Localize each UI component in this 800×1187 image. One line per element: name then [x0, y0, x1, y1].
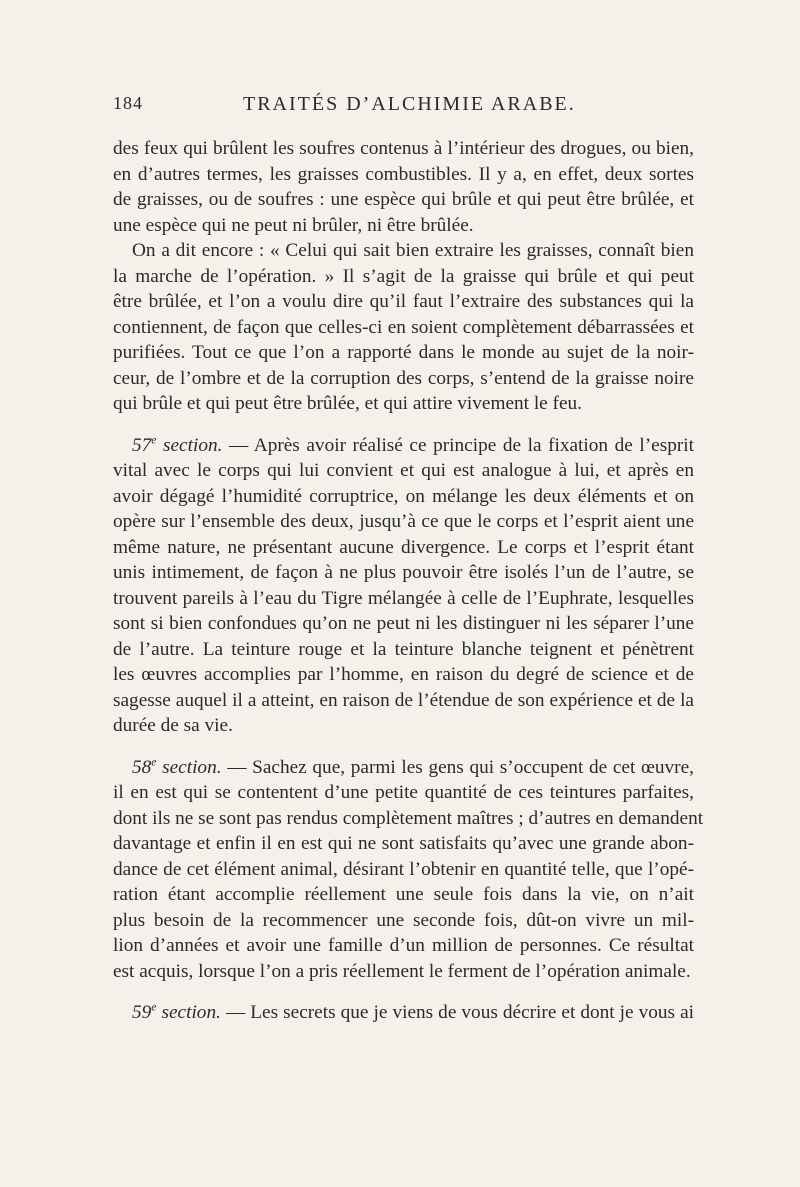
text-line: la marche de l’opération. » Il s’agit de la graisse qui brûle et qui peut [113, 265, 694, 287]
text-line: purifiées. Tout ce que l’on a rapporté dans le monde au sujet de la noir- [113, 342, 694, 363]
text-line: est acquis, lorsque l’on a pris réellement le ferment de l’opération animale. [113, 960, 691, 982]
text-line: davantage et enfin il en est qui ne sont satisfaits qu’avec une grande abon- [113, 833, 694, 854]
body-text [113, 136, 704, 1026]
text-line: avoir dégagé l’humidité corruptrice, on mélange les deux éléments et on [113, 485, 694, 507]
text-line: opère sur l’ensemble des deux, jusqu’à ce que le corps et l’esprit aient une [113, 511, 694, 532]
text-line: dont ils ne se sont pas rendus complètement maîtres ; d’autres en demandent [113, 807, 704, 829]
text-line: en d’autres termes, les graisses combustibles. Il y a, en effet, deux sortes [113, 163, 694, 185]
text-line: unis intimement, de façon à ne plus pouvoir être isolés l’un de l’autre, se [113, 562, 694, 583]
text-line: même nature, ne présentant aucune divergence. Le corps et l’esprit étant [113, 536, 694, 558]
text-line: de graisses, ou de soufres : une espèce qui brûle et qui peut être brûlée, et [113, 189, 694, 210]
text-line: dance de cet élément animal, désirant l’obtenir en quantité telle, que l’opé- [113, 858, 694, 880]
section-label: 59e section. [132, 1000, 221, 1023]
text-line: être brûlée, et l’on a voulu dire qu’il faut l’extraire des substances qui la [113, 291, 694, 312]
section-heading-line [113, 1000, 694, 1026]
text-line: ceur, de l’ombre et de la corruption des corps, s’entend de la graisse noire [113, 367, 694, 389]
page-number: 184 [113, 93, 143, 113]
text-line: de l’autre. La teinture rouge et la teinture blanche teignent et pénètrent [113, 638, 694, 660]
text-line: des feux qui brûlent les soufres contenus à l’intérieur des drogues, ou bien, [113, 138, 694, 159]
section-text: — Les secrets que je viens de vous décrire et dont je vous ai [220, 1002, 694, 1023]
section-heading-line [113, 433, 694, 459]
text-line: il en est qui se contentent d’une petite quantité de ces teintures parfaites, [113, 782, 694, 803]
section-heading-line [113, 755, 694, 781]
text-line: lion d’années et avoir une famille d’un million de personnes. Ce résultat [113, 935, 694, 956]
book-title: TRAITÉS D’ALCHIMIE ARABE. [243, 93, 576, 115]
text-line: les œuvres accomplies par l’homme, en raison du degré de science et de [113, 664, 694, 685]
text-line: plus besoin de la recommencer une seconde fois, dût-on vivre un mil- [113, 909, 694, 931]
text-line: durée de sa vie. [113, 715, 233, 736]
section-label: 57e section. [132, 433, 223, 456]
section-label: 58e section. [132, 755, 222, 778]
text-line: sont si bien confondues qu’on ne peut ni les distinguer ni les séparer l’une [113, 613, 694, 634]
text-line: contiennent, de façon que celles-ci en soient complètement débarrassées et [113, 316, 694, 338]
text-line: ration étant accomplie réellement une seule fois dans la vie, on n’ait [113, 884, 694, 905]
text-line: trouvent pareils à l’eau du Tigre mélangée à celle de l’Euphrate, lesquelles [113, 587, 694, 609]
text-line: une espèce qui ne peut ni brûler, ni être brûlée. [113, 214, 474, 236]
text-line: vital avec le corps qui lui convient et qui est analogue à lui, et après en [113, 460, 694, 481]
text-line: qui brûle et qui peut être brûlée, et qui attire vivement le feu. [113, 393, 583, 414]
text-line: sagesse auquel il a atteint, en raison de l’étendue de son expérience et de la [113, 689, 694, 711]
section-text: — Après avoir réalisé ce principe de la fixation de l’esprit [222, 434, 694, 456]
text-line: On a dit encore : « Celui qui sait bien extraire les graisses, connaît bien [132, 240, 694, 261]
running-head [113, 93, 693, 123]
section-text: — Sachez que, parmi les gens qui s’occupent de cet œuvre, [221, 756, 694, 778]
